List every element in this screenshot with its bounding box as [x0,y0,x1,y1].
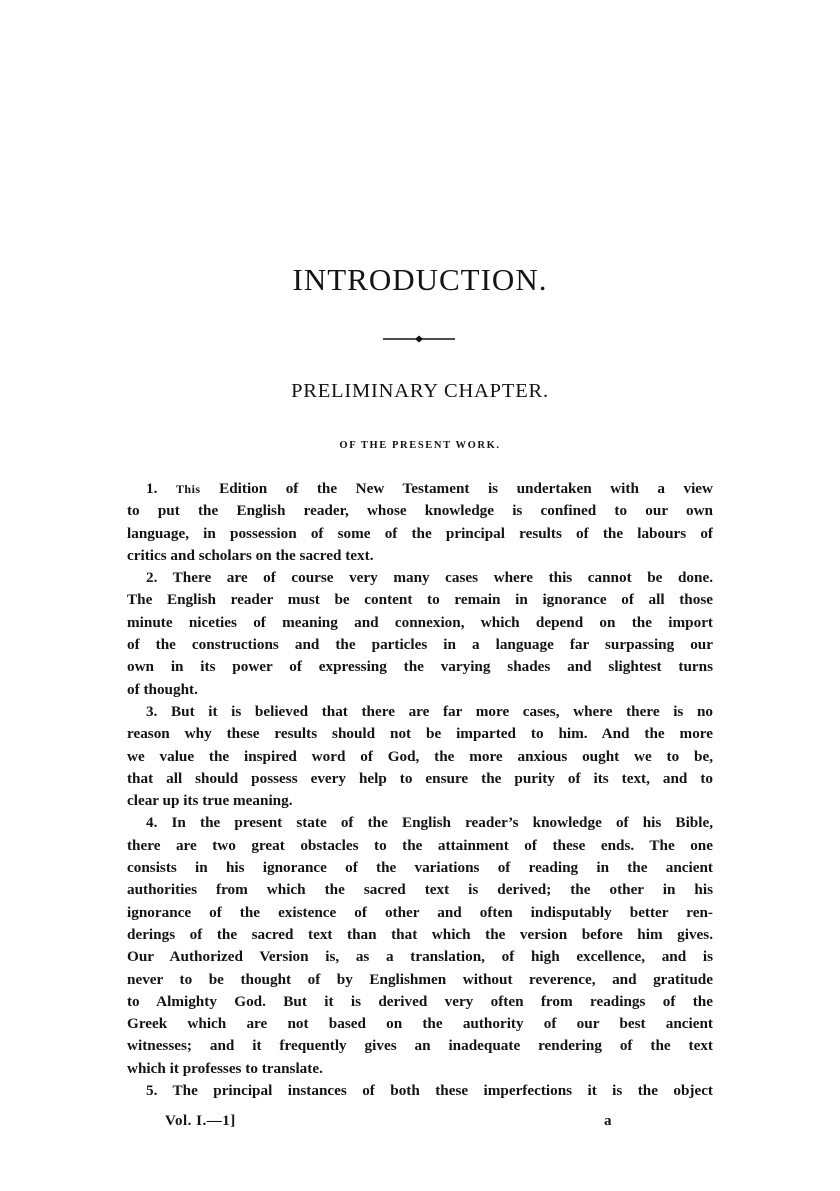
chapter-title: PRELIMINARY CHAPTER. [291,380,549,402]
text-line: Greek which are not based on the authority of our best ancient [127,1015,713,1033]
text-line: authorities from which the sacred text is derived; the other in his [127,881,713,899]
text-line: consists in his ignorance of the variations of reading in the ancient [127,859,713,877]
text-line: Our Authorized Version is, as a translation, of high excellence, and is [127,948,713,966]
section-subheading: OF THE PRESENT WORK. [339,440,501,451]
paragraph-number: 1. [146,480,176,497]
body-text [127,478,713,1102]
small-caps-word: This [175,482,201,496]
text-line: 5. The principal instances of both these imperfections it is the object [146,1082,713,1100]
text-line: reason why these results should not be imparted to him. And the more [127,725,713,743]
text-line: ignorance of the existence of other and often indisputably better ren- [127,903,713,921]
text-line: to Almighty God. But it is derived very often from readings of the [127,992,713,1010]
text-line: of thought. [127,680,198,698]
text-line: language, in possession of some of the principal results of the labours of [127,524,713,542]
text-line: that all should possess every help to ensure the purity of its text, and to [127,769,713,787]
text-line: 2. There are of course very many cases where this cannot be done. [146,569,713,587]
text-line: The English reader must be content to remain in ignorance of all those [127,591,713,609]
text-line: critics and scholars on the sacred text. [127,546,374,564]
text-line: we value the inspired word of God, the more anxious ought we to be, [127,747,713,765]
text-line: clear up its true meaning. [127,792,293,810]
line-text: Edition of the New Testament is undertaken with a view [200,480,713,497]
text-line: which it professes to translate. [127,1059,323,1077]
text-line: 3. But it is believed that there are far more cases, where there is no [146,702,713,720]
text-line: minute niceties of meaning and connexion, which depend on the import [127,613,713,631]
text-line [127,478,713,500]
text-line: never to be thought of by Englishmen without reverence, and gratitude [127,970,713,988]
text-line: derings of the sacred text than that which the version before him gives. [127,925,713,943]
ornament-rule-icon [383,333,455,345]
text-line: of the constructions and the particles in a language far surpassing our [127,636,713,654]
signature-mark: a [604,1113,612,1129]
text-line: witnesses; and it frequently gives an inadequate rendering of the text [127,1037,713,1055]
text-line: own in its power of expressing the varying shades and slightest turns [127,658,713,676]
page-title: INTRODUCTION. [292,262,548,297]
text-line: there are two great obstacles to the attainment of these ends. The one [127,836,713,854]
volume-signature: Vol. I.—1] [165,1113,236,1129]
text-line: to put the English reader, whose knowledge is confined to our own [127,502,713,520]
text-line: 4. In the present state of the English reader’s knowledge of his Bible, [146,814,713,832]
